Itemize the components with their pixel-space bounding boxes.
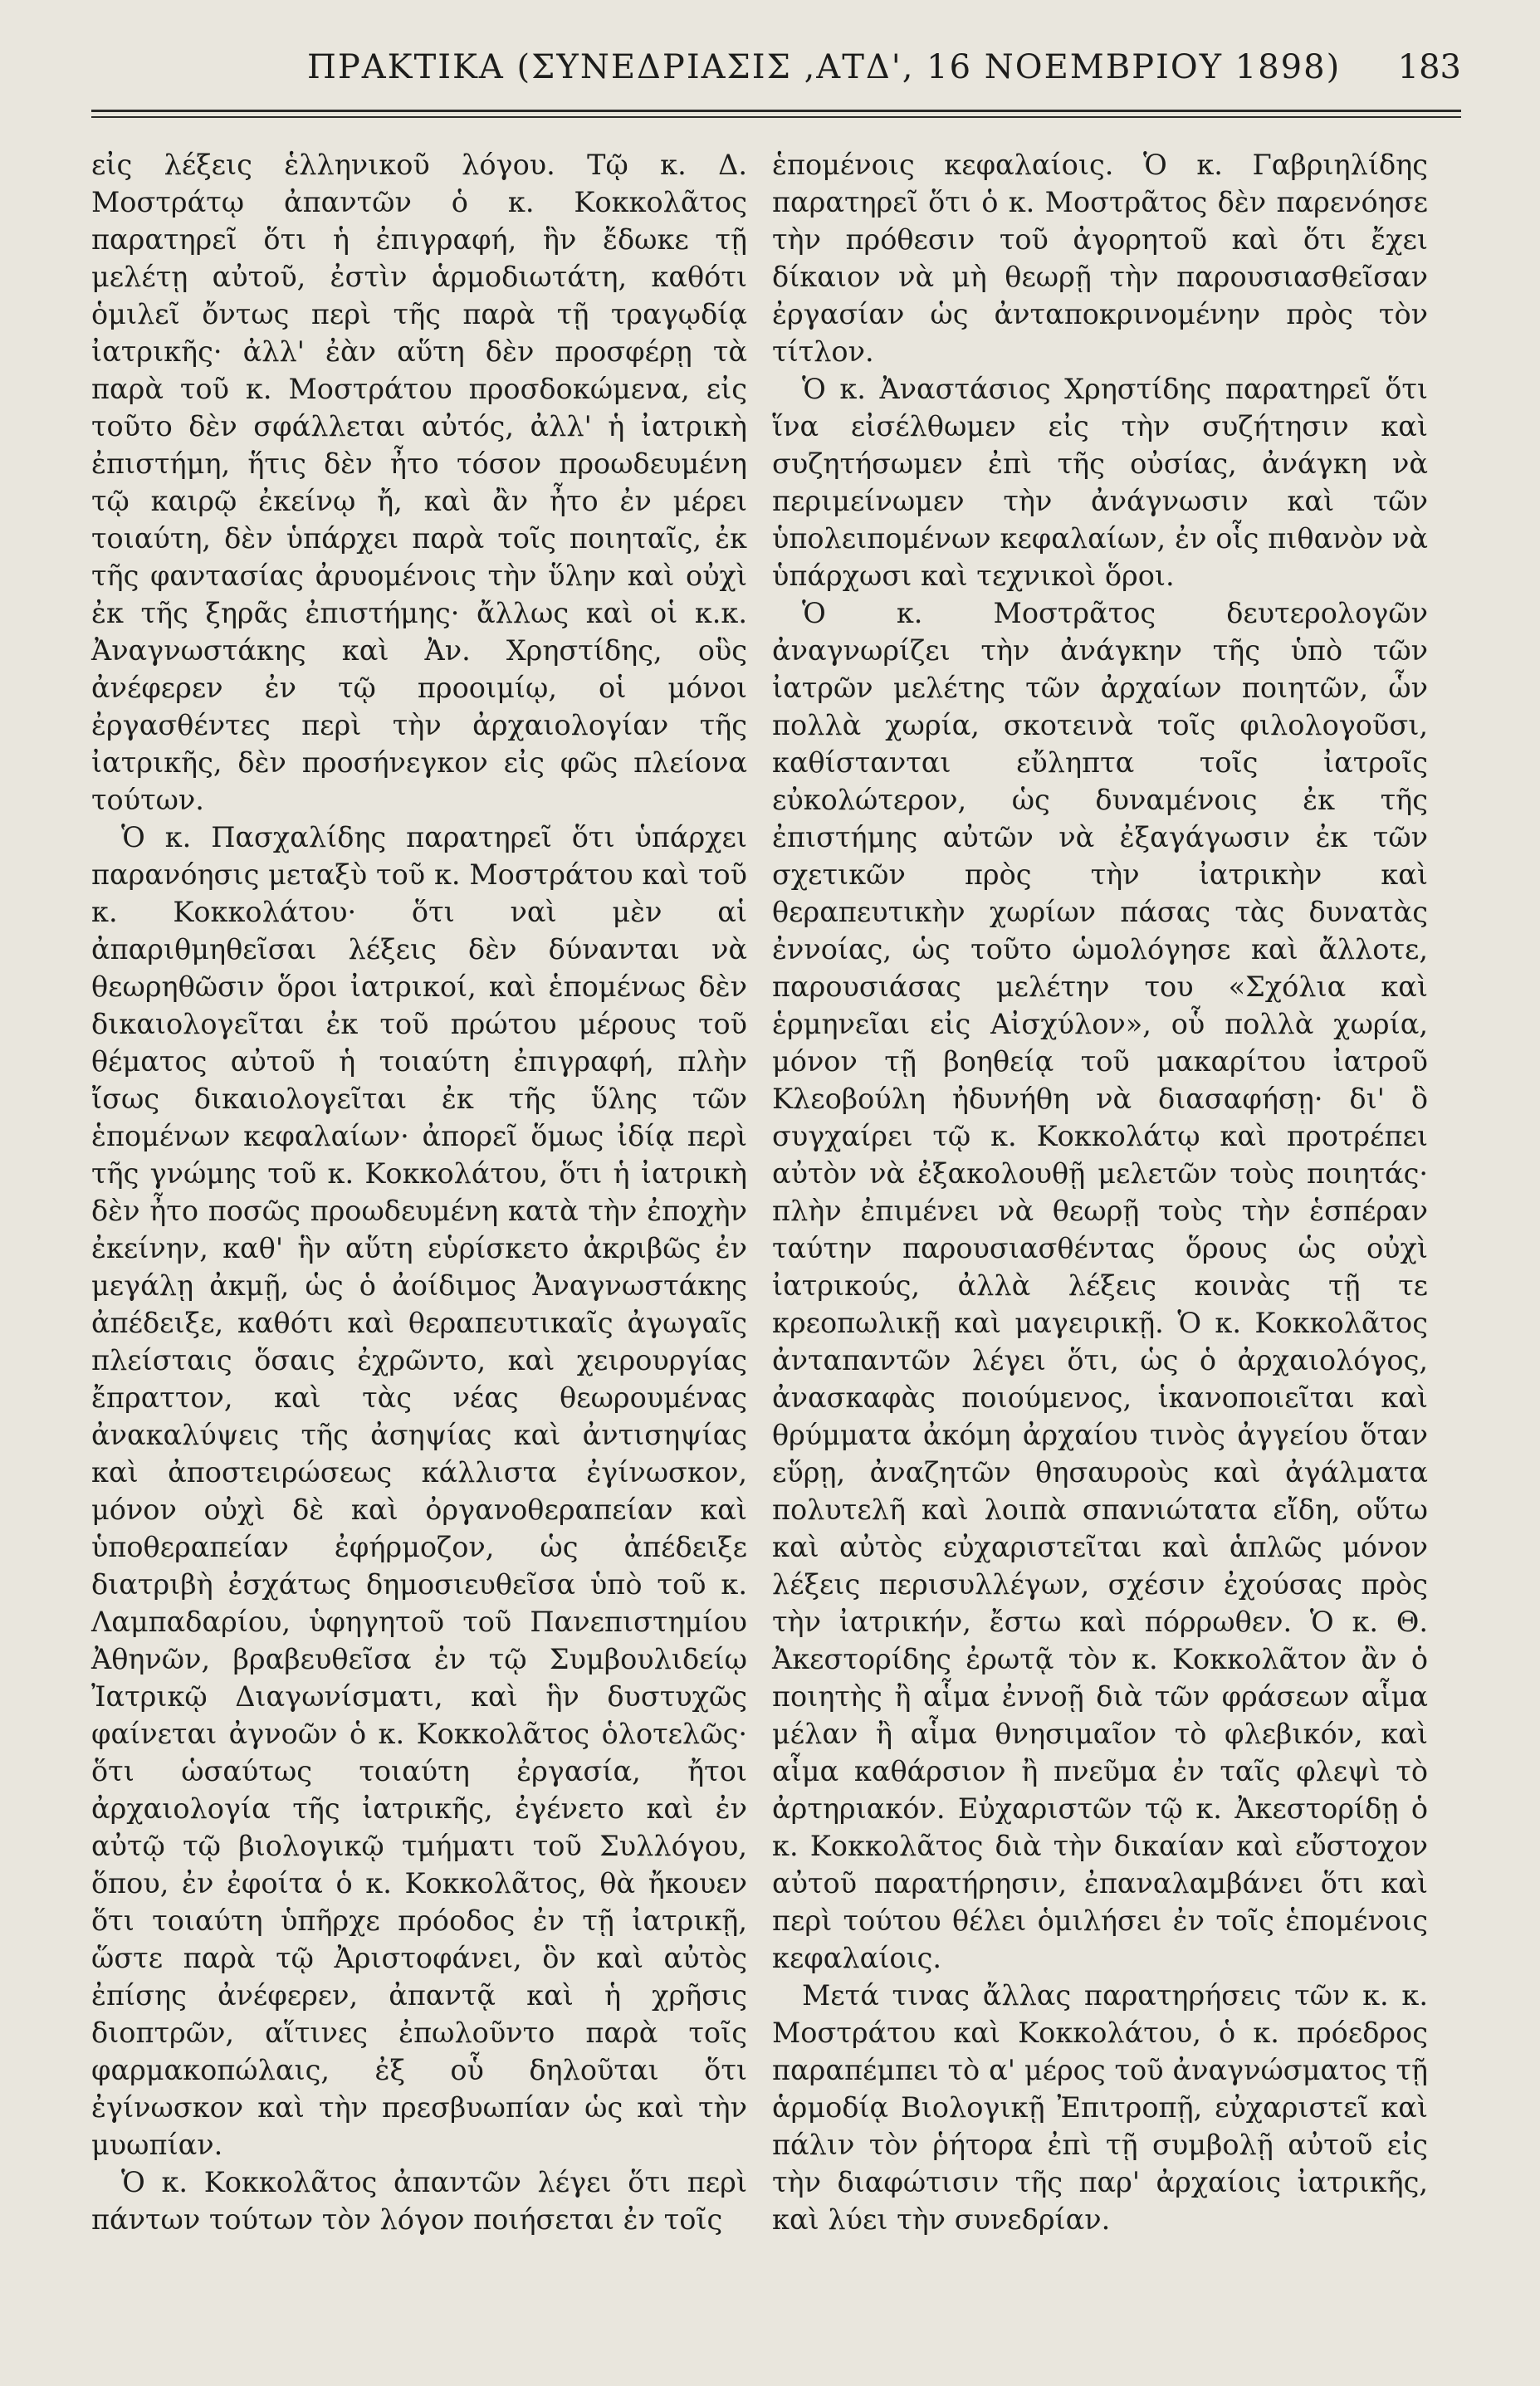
page-number: 183 <box>1397 48 1461 86</box>
paragraph: Ὁ κ. Ἀναστάσιος Χρηστίδης παρατηρεῖ ὅτι ἵνα εἰσέλθωμεν εἰς τὴν συζήτησιν καὶ συζητήσωμεν ἐπὶ τῆς οὐσίας, ἀνάγκη νὰ περιμείνωμεν τὴν ἀνάγνωσιν καὶ τῶν ὑπολειπομένων κεφαλαίων, ἐν οἷς πιθανὸν νὰ ὑπάρχωσι καὶ τεχνικοὶ ὅροι. <box>772 373 1428 592</box>
paragraph: Ὁ κ. Πασχαλίδης παρατηρεῖ ὅτι ὑπάρχει παρανόησις μεταξὺ τοῦ κ. Μοστράτου καὶ τοῦ κ. Κοκκολάτου· ὅτι ναὶ μὲν αἱ ἀπαριθμηθεῖσαι λέξεις δὲν δύνανται νὰ θεωρηθῶσιν ὅροι ἰατρικοί, καὶ ἑπομένως δὲν δικαιολογεῖται ἐκ τοῦ πρώτου μέρους τοῦ θέματος αὐτοῦ ἡ τοιαύτη ἐπιγραφή, πλὴν ἴσως δικαιολογεῖται ἐκ τῆς ὕλης τῶν ἑπομένων κεφαλαίων· ἀπορεῖ ὅμως ἰδίᾳ περὶ τῆς γνώμης τοῦ κ. Κοκκολάτου, ὅτι ἡ ἰατρικὴ δὲν ἦτο ποσῶς προωδευμένη κατὰ τὴν ἐποχὴν ἐκείνην, καθ' ἣν αὕτη εὑρίσκετο ἀκριβῶς ἐν μεγάλῃ ἀκμῇ, ὡς ὁ ἀοίδιμος Ἀναγνωστάκης ἀπέδειξε, καθότι καὶ θεραπευτικαῖς ἀγωγαῖς πλείσταις ὅσαις ἐχρῶντο, καὶ χειρουργίας ἔπραττον, καὶ τὰς νέας θεωρουμένας ἀνακαλύψεις τῆς ἀσηψίας καὶ ἀντισηψίας καὶ ἀποστειρώσεως κάλλιστα ἐγίνωσκον, μόνον οὐχὶ δὲ καὶ ὀργανοθεραπείαν καὶ ὑποθεραπείαν ἐφήρμοζον, ὡς ἀπέδειξε διατριβὴ ἐσχάτως δημοσιευθεῖσα ὑπὸ τοῦ κ. Λαμπαδαρίου, ὑφηγητοῦ τοῦ Πανεπιστημίου Ἀθηνῶν, βραβευθεῖσα ἐν τῷ Συμβουλιδείῳ Ἰατρικῷ Διαγωνίσματι, καὶ ἣν δυστυχῶς φαίνεται ἀγνοῶν ὁ κ. Κοκκολᾶτος ὁλοτελῶς· ὅτι ὡσαύτως τοιαύτη ἐργασία, ἤτοι ἀρχαιολογία τῆς ἰατρικῆς, ἐγένετο καὶ ἐν αὐτῷ τῷ βιολογικῷ τμήματι τοῦ Συλλόγου, ὅπου, ἐν ἐφοίτα ὁ κ. Κοκκολᾶτος, θὰ ἤκουεν ὅτι τοιαύτη ὑπῆρχε πρόοδος ἐν τῇ ἰατρικῇ, ὥστε παρὰ τῷ Ἀριστοφάνει, ὃν καὶ αὐτὸς ἐπίσης ἀνέφερεν, ἀπαντᾷ καὶ ἡ χρῆσις διοπτρῶν, αἵτινες ἐπωλοῦντο παρὰ τοῖς φαρμακοπώλαις, ἐξ οὗ δηλοῦται ὅτι ἐγίνωσκον καὶ τὴν πρεσβυωπίαν ὡς καὶ τὴν μυωπίαν. <box>91 821 747 2161</box>
paragraph: Ὁ κ. Μοστρᾶτος δευτερολογῶν ἀναγνωρίζει τὴν ἀνάγκην τῆς ὑπὸ τῶν ἰατρῶν μελέτης τῶν ἀρχαίων ποιητῶν, ὧν πολλὰ χωρία, σκοτεινὰ τοῖς φιλολογοῦσι, καθίστανται εὔληπτα τοῖς ἰατροῖς εὐκολώτερον, ὡς δυναμένοις ἐκ τῆς ἐπιστήμης αὐτῶν νὰ ἐξαγάγωσιν ἐκ τῶν σχετικῶν πρὸς τὴν ἰατρικὴν καὶ θεραπευτικὴν χωρίων πάσας τὰς δυνατὰς ἐννοίας, ὡς τοῦτο ὡμολόγησε καὶ ἄλλοτε, παρουσιάσας μελέτην του «Σχόλια καὶ ἑρμηνεῖαι εἰς Αἰσχύλον», οὗ πολλὰ χωρία, μόνον τῇ βοηθείᾳ τοῦ μακαρίτου ἰατροῦ Κλεοβούλη ἠδυνήθη νὰ διασαφήσῃ· δι' ὃ συγχαίρει τῷ κ. Κοκκολάτῳ καὶ προτρέπει αὐτὸν νὰ ἐξακολουθῇ μελετῶν τοὺς ποιητάς· πλὴν ἐπιμένει νὰ θεωρῇ τοὺς τὴν ἑσπέραν ταύτην παρουσιασθέντας ὅρους ὡς οὐχὶ ἰατρικούς, ἀλλὰ λέξεις κοινὰς τῇ τε κρεοπωλικῇ καὶ μαγειρικῇ. Ὁ κ. Κοκκολᾶτος ἀνταπαντῶν λέγει ὅτι, ὡς ὁ ἀρχαιολόγος, ἀνασκαφὰς ποιούμενος, ἱκανοποιεῖται καὶ θρύμματα ἀκόμη ἀρχαίου τινὸς ἀγγείου ὅταν εὕρῃ, ἀναζητῶν θησαυροὺς καὶ ἀγάλματα πολυτελῆ καὶ λοιπὰ σπανιώτατα εἴδη, οὕτω καὶ αὐτὸς εὐχαριστεῖται καὶ ἁπλῶς μόνον λέξεις περισυλλέγων, σχέσιν ἐχούσας πρὸς τὴν ἰατρικήν, ἔστω καὶ πόρρωθεν. Ὁ κ. Θ. Ἀκεστορίδης ἐρωτᾷ τὸν κ. Κοκκολᾶτον ἂν ὁ ποιητὴς ἢ αἷμα ἐννοῇ διὰ τῶν φράσεων αἷμα μέλαν ἢ αἷμα θνησιμαῖον τὸ φλεβικόν, καὶ αἷμα καθάρσιον ἢ πνεῦμα ἐν ταῖς φλεψὶ τὸ ἀρτηριακόν. Εὐχαριστῶν τῷ κ. Ἀκεστορίδῃ ὁ κ. Κοκκολᾶτος διὰ τὴν δικαίαν καὶ εὔστοχον αὐτοῦ παρατήρησιν, ἐπαναλαμβάνει ὅτι καὶ περὶ τούτου θέλει ὁμιλήσει ἐν τοῖς ἑπομένοις κεφαλαίοις. <box>772 597 1428 1974</box>
right-column <box>772 146 1428 2238</box>
header-rule <box>91 110 1461 112</box>
page-header <box>91 48 1461 98</box>
paragraph: Μετά τινας ἄλλας παρατηρήσεις τῶν κ. κ. Μοστράτου καὶ Κοκκολάτου, ὁ κ. πρόεδρος παραπέμπει τὸ α' μέρος τοῦ ἀναγνώσματος τῇ ἁρμοδίᾳ Βιολογικῇ Ἐπιτροπῇ, εὐχαριστεῖ καὶ πάλιν τὸν ῥήτορα ἐπὶ τῇ συμβολῇ αὐτοῦ εἰς τὴν διαφώτισιν τῆς παρ' ἀρχαίοις ἰατρικῆς, καὶ λύει τὴν συνεδρίαν. <box>772 1979 1428 2236</box>
paragraph: εἰς λέξεις ἑλληνικοῦ λόγου. Τῷ κ. Δ. Μοστράτῳ ἀπαντῶν ὁ κ. Κοκκολᾶτος παρατηρεῖ ὅτι ἡ ἐπιγραφή, ἣν ἔδωκε τῇ μελέτῃ αὐτοῦ, ἐστὶν ἁρμοδιωτάτη, καθότι ὁμιλεῖ ὄντως περὶ τῆς παρὰ τῇ τραγῳδίᾳ ἰατρικῆς· ἀλλ' ἐὰν αὕτη δὲν προσφέρῃ τὰ παρὰ τοῦ κ. Μοστράτου προσδοκώμενα, εἰς τοῦτο δὲν σφάλλεται αὐτός, ἀλλ' ἡ ἰατρικὴ ἐπιστήμη, ἥτις δὲν ἦτο τόσον προωδευμένη τῷ καιρῷ ἐκείνῳ ἤ, καὶ ἂν ἦτο ἐν μέρει τοιαύτη, δὲν ὑπάρχει παρὰ τοῖς ποιηταῖς, ἐκ τῆς φαντασίας ἀρυομένοις τὴν ὕλην καὶ οὐχὶ ἐκ τῆς ξηρᾶς ἐπιστήμης· ἄλλως καὶ οἱ κ.κ. Ἀναγνωστάκης καὶ Ἀν. Χρηστίδης, οὓς ἀνέφερεν ἐν τῷ προοιμίῳ, οἱ μόνοι ἐργασθέντες περὶ τὴν ἀρχαιολογίαν τῆς ἰατρικῆς, δὲν προσήνεγκον εἰς φῶς πλείονα τούτων. <box>91 149 747 816</box>
paragraph: ἑπομένοις κεφαλαίοις. Ὁ κ. Γαβριηλίδης παρατηρεῖ ὅτι ὁ κ. Μοστρᾶτος δὲν παρενόησε τὴν πρόθεσιν τοῦ ἀγορητοῦ καὶ ὅτι ἔχει δίκαιον νὰ μὴ θεωρῇ τὴν παρουσιασθεῖσαν ἐργασίαν ὡς ἀνταποκρινομένην πρὸς τὸν τίτλον. <box>772 149 1428 368</box>
running-head: ΠΡΑΚΤΙΚΑ (ΣΥΝΕΔΡΙΑΣΙΣ ,ΑΤΔ', 16 ΝΟΕΜΒΡΙΟΥ 1898) <box>307 48 1342 86</box>
paragraph: Ὁ κ. Κοκκολᾶτος ἀπαντῶν λέγει ὅτι περὶ πάντων τούτων τὸν λόγον ποιήσεται ἐν τοῖς <box>91 2166 747 2236</box>
left-column <box>91 146 747 2238</box>
header-rule-secondary <box>91 116 1461 118</box>
